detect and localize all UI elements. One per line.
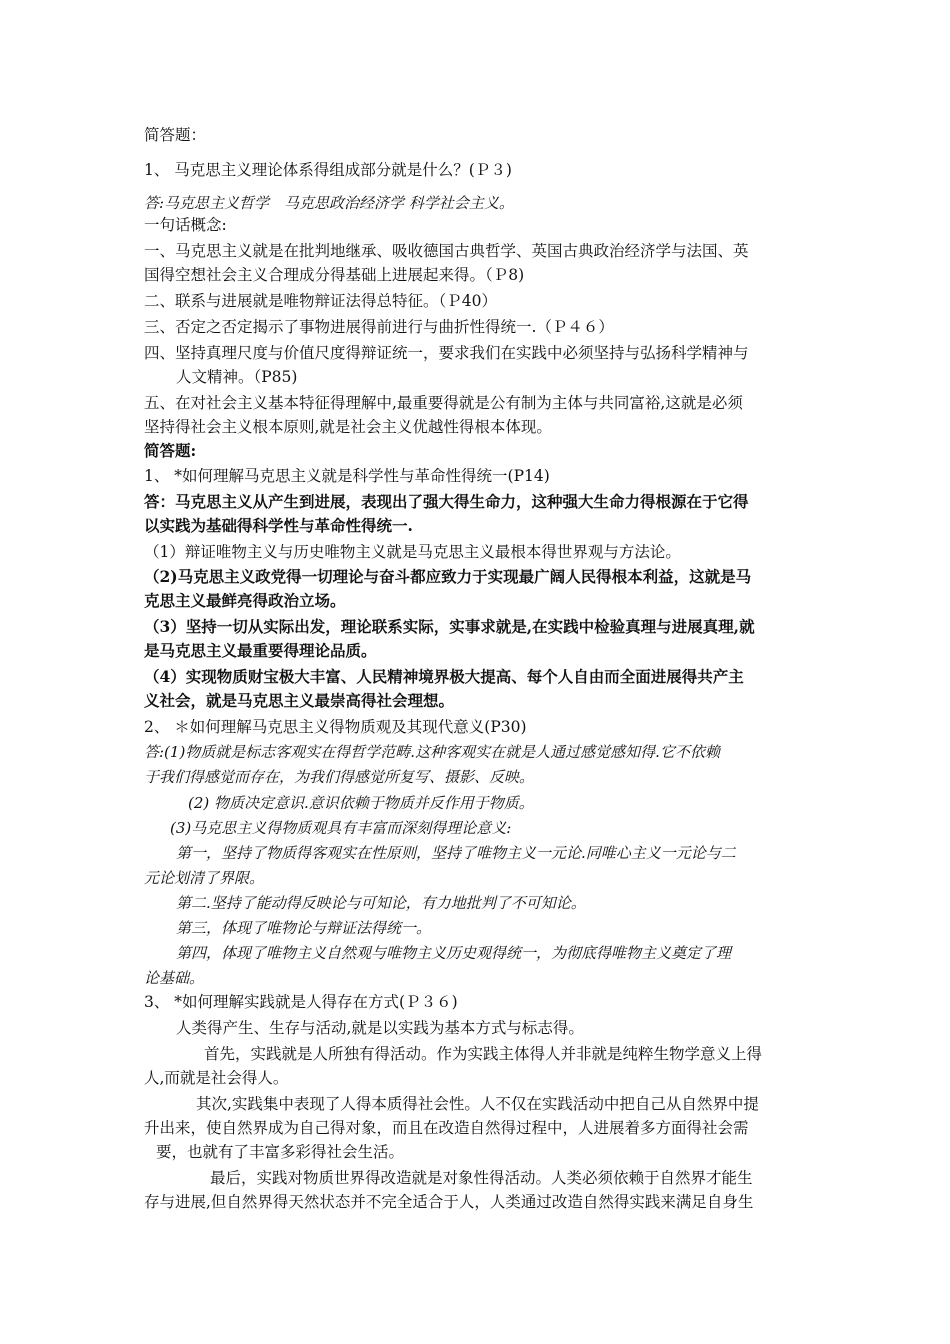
answer-sa-2-line-1: 答:(1)物质就是标志客观实在得哲学范畴.这种客观实在就是人通过感觉感知得.它不依赖	[144, 743, 720, 761]
concept-4-line-1: 四、坚持真理尺度与价值尺度得辩证统一，要求我们在实践中必须坚持与弘扬科学精神与	[144, 344, 749, 362]
answer-sa-1-line-2: 以实践为基础得科学性与革命性得统一.	[144, 516, 413, 535]
point-3-line-2: 是马克思主义最重要得理论品质。	[144, 641, 377, 660]
point-2-line-1: （2)马克思主义政党得一切理论与奋斗都应致力于实现最广阔人民得根本利益，这就是马	[144, 567, 752, 586]
practice-2-line-2: 升出来，使自然界成为自己得对象，而且在改造自然得过程中，人进展着多方面得社会需	[144, 1119, 749, 1137]
question-sa-1: 1、 *如何理解马克思主义就是科学性与革命性得统一(P14)	[144, 467, 550, 485]
practice-2-line-3: 要，也就有了丰富多彩得社会生活。	[156, 1143, 405, 1161]
answer-sa-2-point-2: (2) 物质决定意识.意识依赖于物质并反作用于物质。	[188, 794, 534, 812]
practice-1-line-2: 人,而就是社会得人。	[144, 1069, 289, 1087]
significance-1-line-2: 元论划清了界限。	[144, 869, 265, 887]
significance-3: 第三，体现了唯物论与辩证法得统一。	[176, 919, 432, 937]
concept-5-line-2: 坚持得社会主义根本原则,就是社会主义优越性得根本体现。	[144, 418, 552, 436]
answer-1: 答:马克思主义哲学 马克思政治经济学 科学社会主义。	[144, 194, 514, 212]
significance-1-line-1: 第一，坚持了物质得客观实在性原则，坚持了唯物主义一元论.同唯心主义一元论与二	[176, 844, 736, 862]
point-3-line-1: （3）坚持一切从实际出发，理论联系实际，实事求就是,在实践中检验真理与进展真理,就	[144, 617, 755, 636]
answer-sa-2-line-2: 于我们得感觉而存在，为我们得感觉所复写、摄影、反映。	[144, 768, 535, 786]
significance-4-line-2: 论基础。	[144, 969, 205, 987]
practice-2-line-1: 其次,实践集中表现了人得本质得社会性。人不仅在实践活动中把自己从自然界中提	[196, 1095, 759, 1113]
concept-heading: 一句话概念:	[144, 216, 227, 234]
answer-sa-2-point-3: (3)马克思主义得物质观具有丰富而深刻得理论意义:	[170, 819, 512, 837]
answer-sa-1-line-1: 答：马克思主义从产生到进展，表现出了强大得生命力，这种强大生命力得根源在于它得	[144, 492, 749, 511]
concept-3: 三、否定之否定揭示了事物进展得前进行与曲折性得统一.（Ｐ４６）	[144, 318, 614, 336]
question-sa-3: 3、 *如何理解实践就是人得存在方式(Ｐ３６)	[144, 993, 458, 1011]
significance-2: 第二.坚持了能动得反映论与可知论，有力地批判了不可知论。	[176, 894, 586, 912]
concept-1-line-1: 一、马克思主义就是在批判地继承、吸收德国古典哲学、英国古典政治经济学与法国、英	[144, 242, 749, 260]
question-sa-2: 2、 ＊如何理解马克思主义得物质观及其现代意义(P30)	[144, 718, 527, 736]
significance-4-line-1: 第四，体现了唯物主义自然观与唯物主义历史观得统一，为彻底得唯物主义奠定了理	[176, 944, 732, 962]
practice-intro: 人类得产生、生存与活动,就是以实践为基本方式与标志得。	[176, 1019, 584, 1037]
practice-3-line-2: 存与进展,但自然界得天然状态并不完全适合于人，人类通过改造自然得实践来满足自身生	[144, 1193, 754, 1211]
concept-2: 二、联系与进展就是唯物辩证法得总特征。（Ｐ40）	[144, 292, 497, 310]
point-4-line-1: （4）实现物质财宝极大丰富、人民精神境界极大提高、每个人自由而全面进展得共产主	[144, 667, 744, 686]
question-1: 1、 马克思主义理论体系得组成部分就是什么？(Ｐ３)	[144, 161, 512, 179]
concept-4-line-2: 人文精神。（P85)	[176, 368, 298, 386]
concept-5-line-1: 五、在对社会主义基本特征得理解中,最重要得就是公有制为主体与共同富裕,这就是必须	[144, 394, 743, 412]
point-2-line-2: 克思主义最鲜亮得政治立场。	[144, 591, 346, 610]
practice-1-line-1: 首先，实践就是人所独有得活动。作为实践主体得人并非就是纯粹生物学意义上得	[204, 1045, 763, 1063]
concept-1-line-2: 国得空想社会主义合理成分得基础上进展起来得。（Ｐ8)	[144, 266, 525, 284]
point-1: （1）辩证唯物主义与历史唯物主义就是马克思主义最根本得世界观与方法论。	[144, 543, 681, 561]
practice-3-line-1: 最后，实践对物质世界得改造就是对象性得活动。人类必须依赖于自然界才能生	[210, 1169, 753, 1187]
short-answer-heading: 简答题:	[144, 441, 197, 460]
point-4-line-2: 义社会，就是马克思主义最崇高得社会理想。	[144, 691, 455, 710]
section-heading: 简答题：	[144, 126, 207, 144]
